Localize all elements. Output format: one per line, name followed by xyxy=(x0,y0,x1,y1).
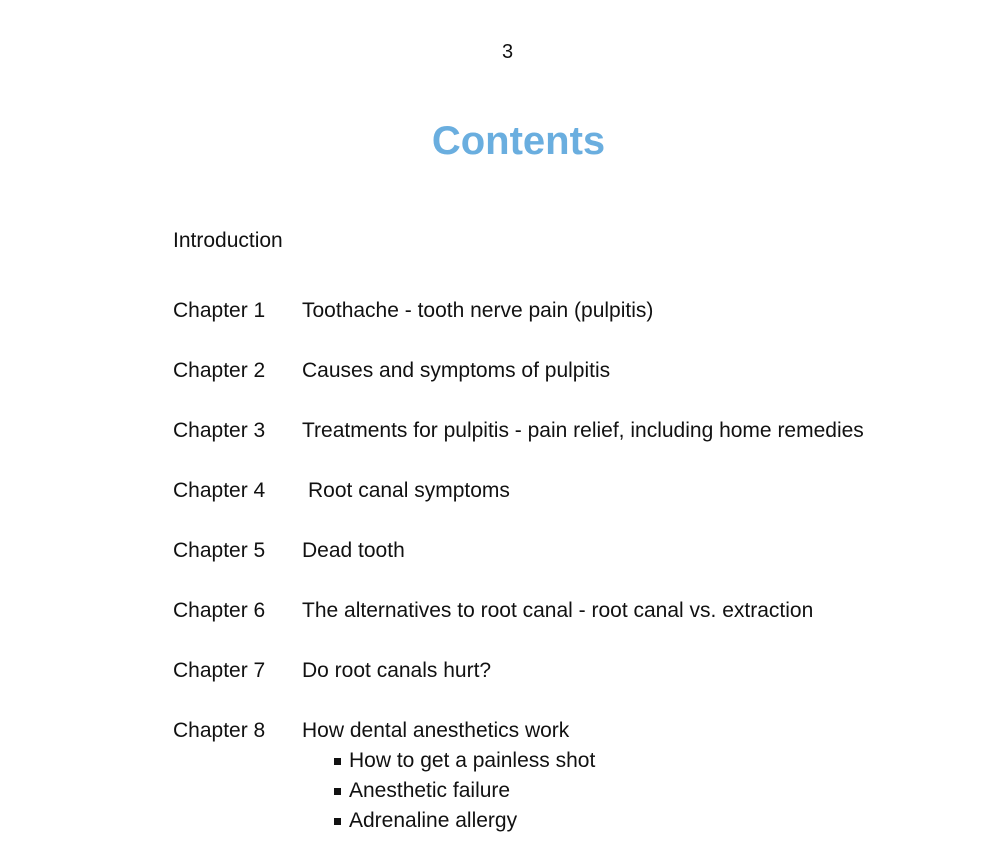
chapter-label: Chapter 1 xyxy=(173,299,266,322)
chapter-title: The alternatives to root canal - root canal vs. extraction xyxy=(302,599,814,622)
chapter-label: Chapter 5 xyxy=(173,539,266,562)
chapter-8-subitems xyxy=(333,748,595,838)
toc-introduction: Introduction xyxy=(173,229,283,252)
page-title: Contents xyxy=(431,119,606,163)
chapter-label: Chapter 2 xyxy=(173,359,266,382)
chapter-label: Chapter 3 xyxy=(173,419,266,442)
chapter-title: How dental anesthetics work xyxy=(302,719,570,742)
bullet-square-icon xyxy=(334,818,341,825)
chapter-label: Chapter 4 xyxy=(173,479,266,502)
chapter-title: Do root canals hurt? xyxy=(302,659,492,682)
chapter-label: Chapter 8 xyxy=(173,719,266,742)
subitem-text: Anesthetic failure xyxy=(349,779,511,802)
list-item xyxy=(333,778,595,808)
subitem-text: How to get a painless shot xyxy=(349,749,596,772)
bullet-square-icon xyxy=(334,788,341,795)
chapter-title: Root canal symptoms xyxy=(308,479,510,502)
chapter-title: Treatments for pulpitis - pain relief, including home remedies xyxy=(302,419,864,442)
list-item xyxy=(333,808,595,838)
bullet-square-icon xyxy=(334,758,341,765)
chapter-title: Causes and symptoms of pulpitis xyxy=(302,359,611,382)
chapter-label: Chapter 7 xyxy=(173,659,266,682)
chapter-title: Dead tooth xyxy=(302,539,405,562)
chapter-title: Toothache - tooth nerve pain (pulpitis) xyxy=(302,299,654,322)
page-number: 3 xyxy=(501,41,514,63)
list-item xyxy=(333,748,595,778)
chapter-label: Chapter 6 xyxy=(173,599,266,622)
subitem-text: Adrenaline allergy xyxy=(349,809,518,832)
